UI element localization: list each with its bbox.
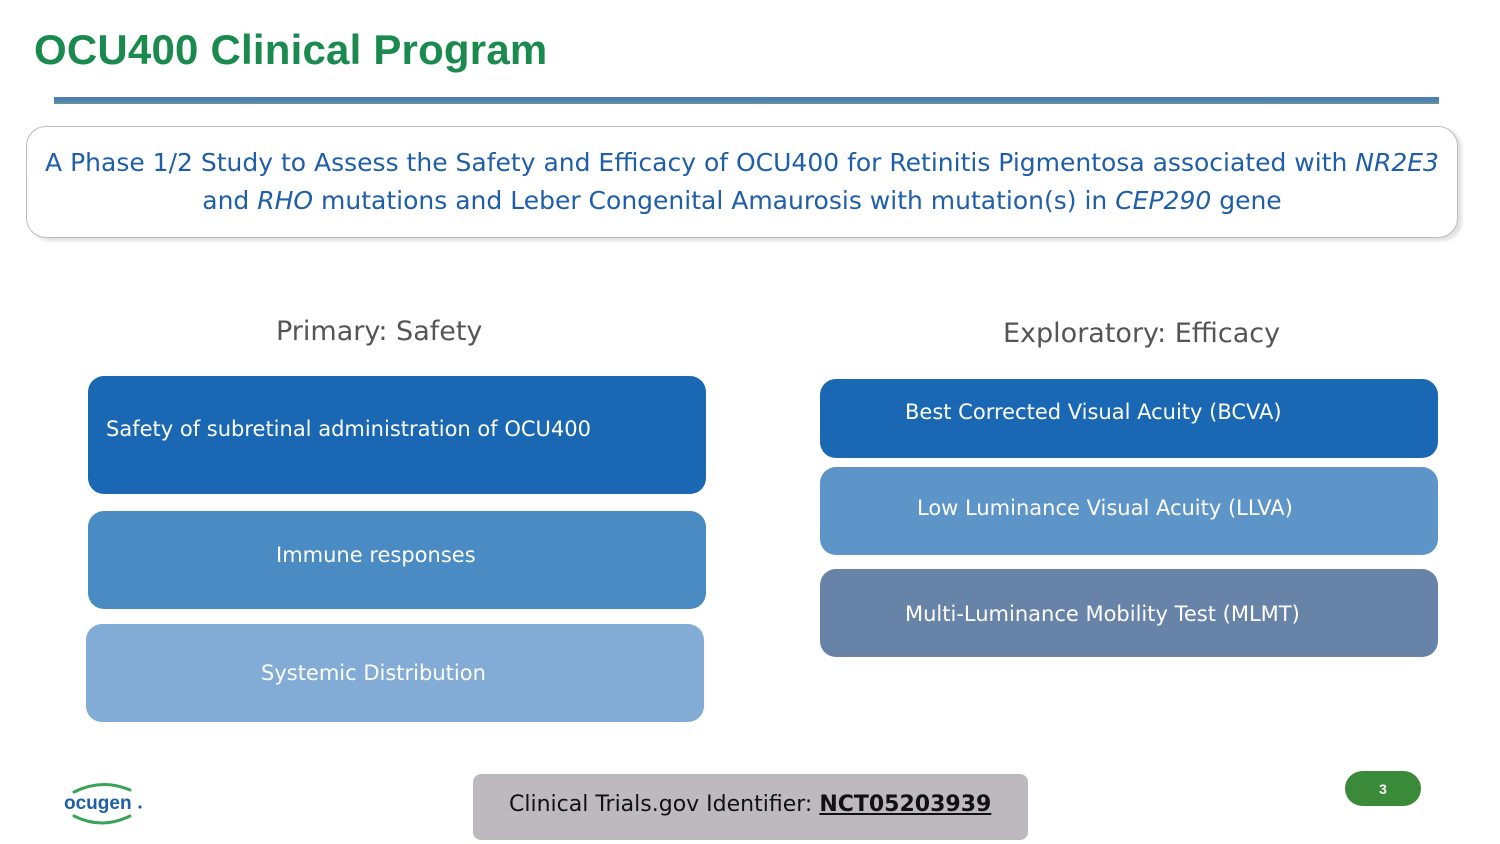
primary-item-immune [88,511,706,609]
ocugen-logo-icon [60,780,150,826]
study-text-line2-b: mutations and Leber Congenital Amaurosis with mutation(s) in [313,186,1116,215]
exploratory-item-bcva [820,379,1438,458]
exploratory-item-label: Multi-Luminance Mobility Test (MLMT) [905,602,1300,626]
trial-identifier-box [473,774,1028,840]
logo-wordmark: ocugen [64,793,132,814]
study-text-line1: A Phase 1/2 Study to Assess the Safety and Efficacy of OCU400 for Retinitis Pigmentosa associated with [45,148,1356,177]
study-description-box [26,126,1458,238]
page-number-badge: 3 [1345,771,1421,806]
trial-identifier-link[interactable]: NCT05203939 [819,792,992,817]
title-divider [54,97,1439,104]
primary-item-label: Systemic Distribution [261,661,486,685]
primary-item-label: Safety of subretinal administration of OCU400 [106,417,591,441]
trial-identifier-label: Clinical Trials.gov Identifier: [509,792,820,817]
slide-title: OCU400 Clinical Program [34,26,548,73]
primary-item-label: Immune responses [276,543,476,567]
exploratory-item-mlmt [820,569,1438,657]
exploratory-item-label: Best Corrected Visual Acuity (BCVA) [905,400,1282,424]
exploratory-heading: Exploratory: Efficacy [1003,318,1281,349]
exploratory-item-label: Low Luminance Visual Acuity (LLVA) [917,496,1293,520]
primary-item-distribution [86,624,704,722]
study-text-line2-a: and [202,186,258,215]
study-text-line2-c: gene [1211,186,1282,215]
primary-item-safety [88,376,706,494]
gene-cep290: CEP290 [1115,186,1212,215]
primary-heading: Primary: Safety [276,316,483,347]
exploratory-item-llva [820,467,1438,555]
ocugen-logo [60,780,150,826]
study-description [37,144,1447,220]
gene-nr2e3: NR2E3 [1355,148,1439,177]
gene-rho: RHO [257,186,314,215]
